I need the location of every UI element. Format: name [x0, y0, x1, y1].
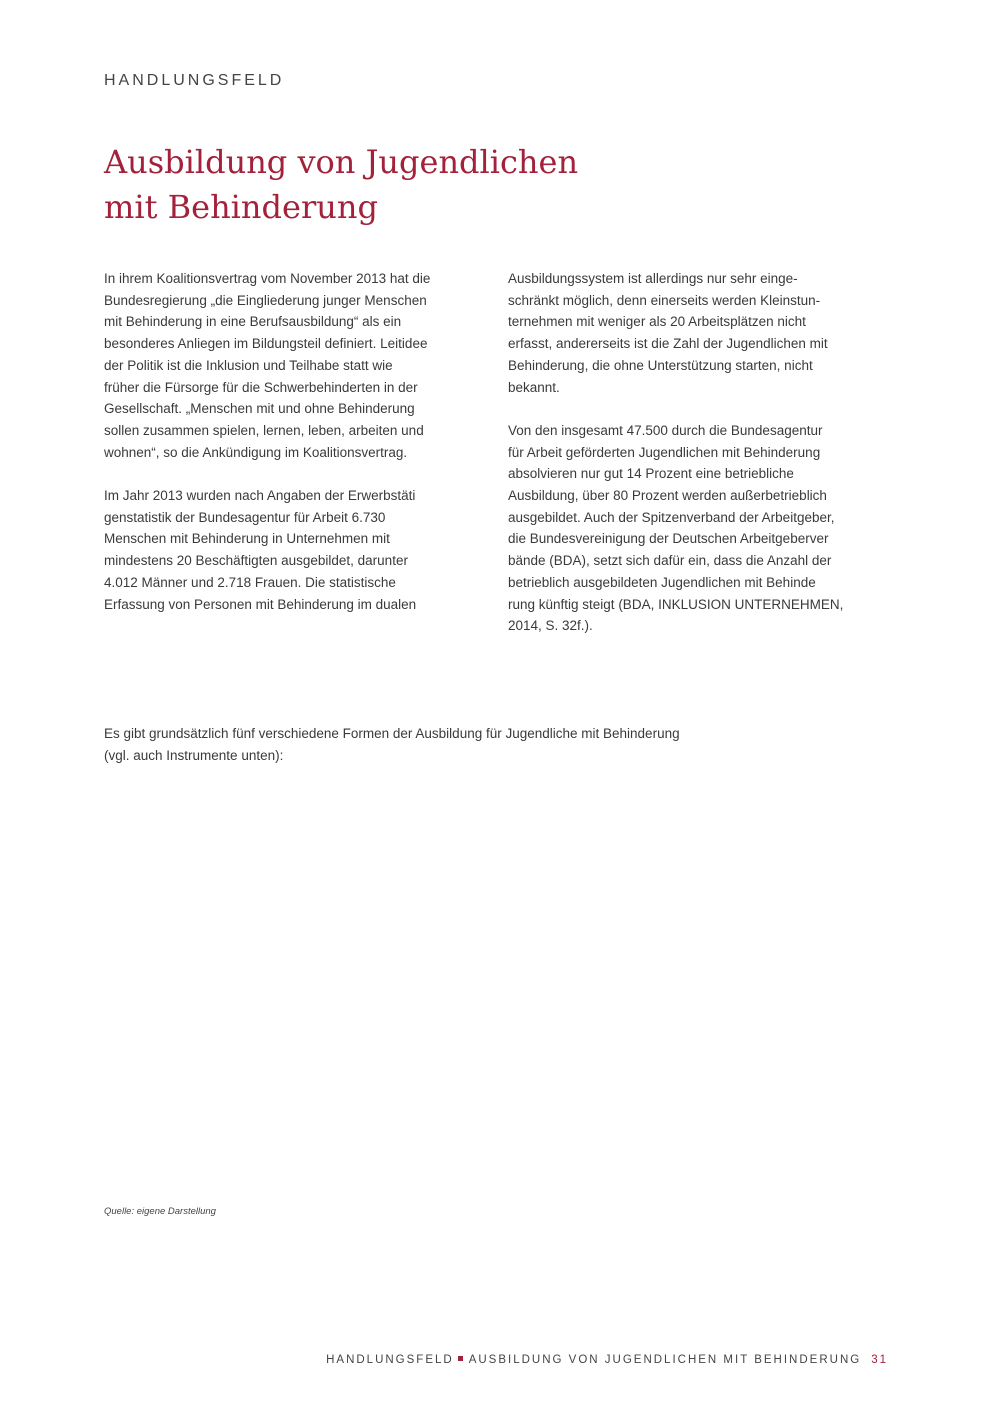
- text-line: früher die Fürsorge für die Schwerbehinderten in der: [104, 379, 418, 395]
- text-line: genstatistik der Bundesagentur für Arbeit 6.730: [104, 509, 386, 525]
- paragraph-gap: [104, 463, 484, 485]
- text-line: Bundesregierung „die Eingliederung junger Menschen: [104, 292, 427, 308]
- text-line: bekannt.: [508, 379, 560, 395]
- text-line: für Arbeit geförderten Jugendlichen mit Behinderung: [508, 444, 821, 460]
- text-line: die Bundesvereinigung der Deutschen Arbeitgeberver: [508, 531, 829, 547]
- footer-title: AUSBILDUNG VON JUGENDLICHEN MIT BEHINDERUNG: [468, 1354, 862, 1366]
- text-line: besonderes Anliegen im Bildungsteil definiert. Leitidee: [104, 336, 428, 352]
- text-line: wohnen“, so die Ankündigung im Koalitionsvertrag.: [104, 444, 408, 460]
- text-line: 2014, S. 32f.).: [508, 618, 593, 634]
- text-line: absolvieren nur gut 14 Prozent eine betriebliche: [508, 466, 794, 482]
- text-line: 4.012 Männer und 2.718 Frauen. Die statistische: [104, 574, 396, 590]
- page-footer: [326, 1354, 888, 1366]
- source-caption: Quelle: eigene Darstellung: [104, 1206, 216, 1217]
- text-line: (vgl. auch Instrumente unten):: [104, 747, 284, 763]
- section-label: HANDLUNGSFELD: [104, 72, 285, 89]
- paragraph-statistics: [104, 485, 484, 615]
- text-line: Es gibt grundsätzlich fünf verschiedene Formen der Ausbildung für Jugendliche mit Behinderung: [104, 726, 680, 741]
- text-line: rung künftig steigt (BDA, INKLUSION UNTERNEHMEN,: [508, 596, 844, 612]
- text-line: Gesellschaft. „Menschen mit und ohne Behinderung: [104, 401, 415, 417]
- right-column: [508, 268, 888, 637]
- text-line: ternehmen mit weniger als 20 Arbeitsplätzen nicht: [508, 314, 806, 330]
- text-line: Behinderung, die ohne Unterstützung starten, nicht: [508, 357, 813, 373]
- text-line: Ausbildung, über 80 Prozent werden außerbetrieblich: [508, 488, 827, 504]
- text-line: Menschen mit Behinderung in Unternehmen mit: [104, 531, 390, 547]
- text-line: mindestens 20 Beschäftigten ausgebildet, darunter: [104, 553, 408, 569]
- paragraph-funding: [508, 420, 888, 637]
- text-line: der Politik ist die Inklusion und Teilhabe statt wie: [104, 357, 393, 373]
- text-line: bände (BDA), setzt sich dafür ein, dass die Anzahl der: [508, 553, 832, 569]
- text-line: Von den insgesamt 47.500 durch die Bundesagentur: [508, 422, 823, 438]
- paragraph-gap: [508, 398, 888, 420]
- text-line: betrieblich ausgebildeten Jugendlichen mit Behinde: [508, 574, 816, 590]
- text-line: schränkt möglich, denn einerseits werden Kleinstun-: [508, 292, 821, 308]
- page-title: [104, 140, 804, 230]
- paragraph-coalition: [104, 268, 484, 463]
- footer-section: HANDLUNGSFELD: [326, 1354, 454, 1366]
- text-line: mit Behinderung in eine Berufsausbildung“ als ein: [104, 314, 402, 330]
- text-line: In ihrem Koalitionsvertrag vom November 2013 hat die: [104, 271, 431, 286]
- page-title-line-2: mit Behinderung: [104, 188, 378, 226]
- text-line: Ausbildungssystem ist allerdings nur sehr einge-: [508, 271, 798, 286]
- text-line: Erfassung von Personen mit Behinderung im dualen: [104, 596, 417, 612]
- left-column: [104, 268, 484, 615]
- text-line: erfasst, andererseits ist die Zahl der Jugendlichen mit: [508, 336, 828, 352]
- text-line: Im Jahr 2013 wurden nach Angaben der Erwerbstäti: [104, 488, 416, 504]
- page-number: 31: [871, 1354, 888, 1366]
- page-title-line-1: Ausbildung von Jugendlichen: [104, 143, 579, 181]
- text-line: sollen zusammen spielen, lernen, leben, arbeiten und: [104, 422, 424, 438]
- text-line: ausgebildet. Auch der Spitzenverband der Arbeitgeber,: [508, 509, 835, 525]
- square-separator-icon: [458, 1356, 463, 1361]
- intro-paragraph: [104, 723, 884, 766]
- paragraph-dual-system: [508, 268, 888, 398]
